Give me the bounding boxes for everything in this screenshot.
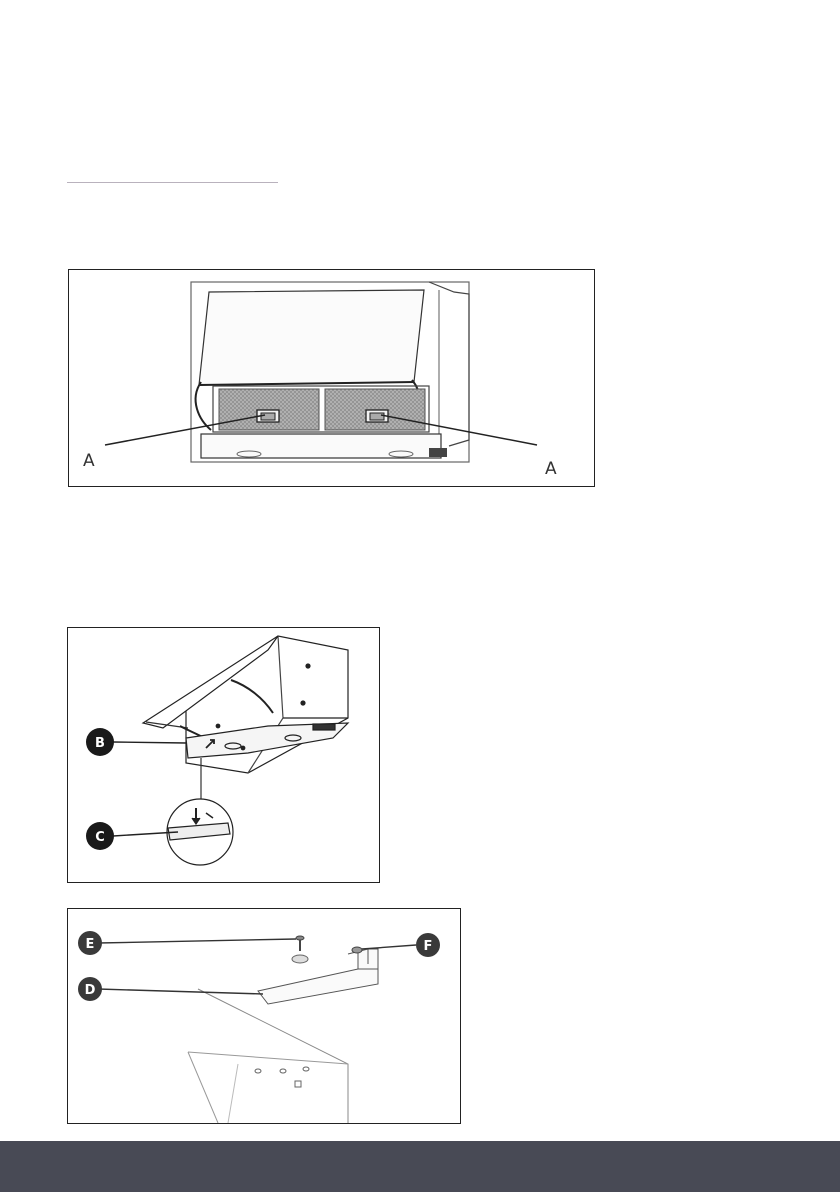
label-a-right: A [545, 459, 557, 479]
figure-visor-removal [67, 627, 380, 883]
label-a-left: A [83, 451, 95, 471]
figure-bracket-mounting [67, 908, 461, 1124]
figure-filter-front-view [68, 269, 595, 487]
callout-badge-b [86, 728, 114, 756]
label-e: E [85, 937, 95, 952]
label-f: F [423, 939, 433, 954]
callout-badge-e [78, 931, 102, 955]
label-c: C [95, 830, 105, 845]
callout-badge-d [78, 977, 102, 1001]
label-d: D [84, 983, 96, 998]
section-divider [67, 182, 278, 183]
label-b: B [95, 736, 105, 751]
page-footer-bar [0, 1141, 840, 1192]
callout-badge-c [86, 822, 114, 850]
bracket-illustration [68, 909, 460, 1123]
hood-front-illustration [69, 270, 594, 486]
callout-badge-f [416, 933, 440, 957]
visor-illustration [68, 628, 379, 882]
